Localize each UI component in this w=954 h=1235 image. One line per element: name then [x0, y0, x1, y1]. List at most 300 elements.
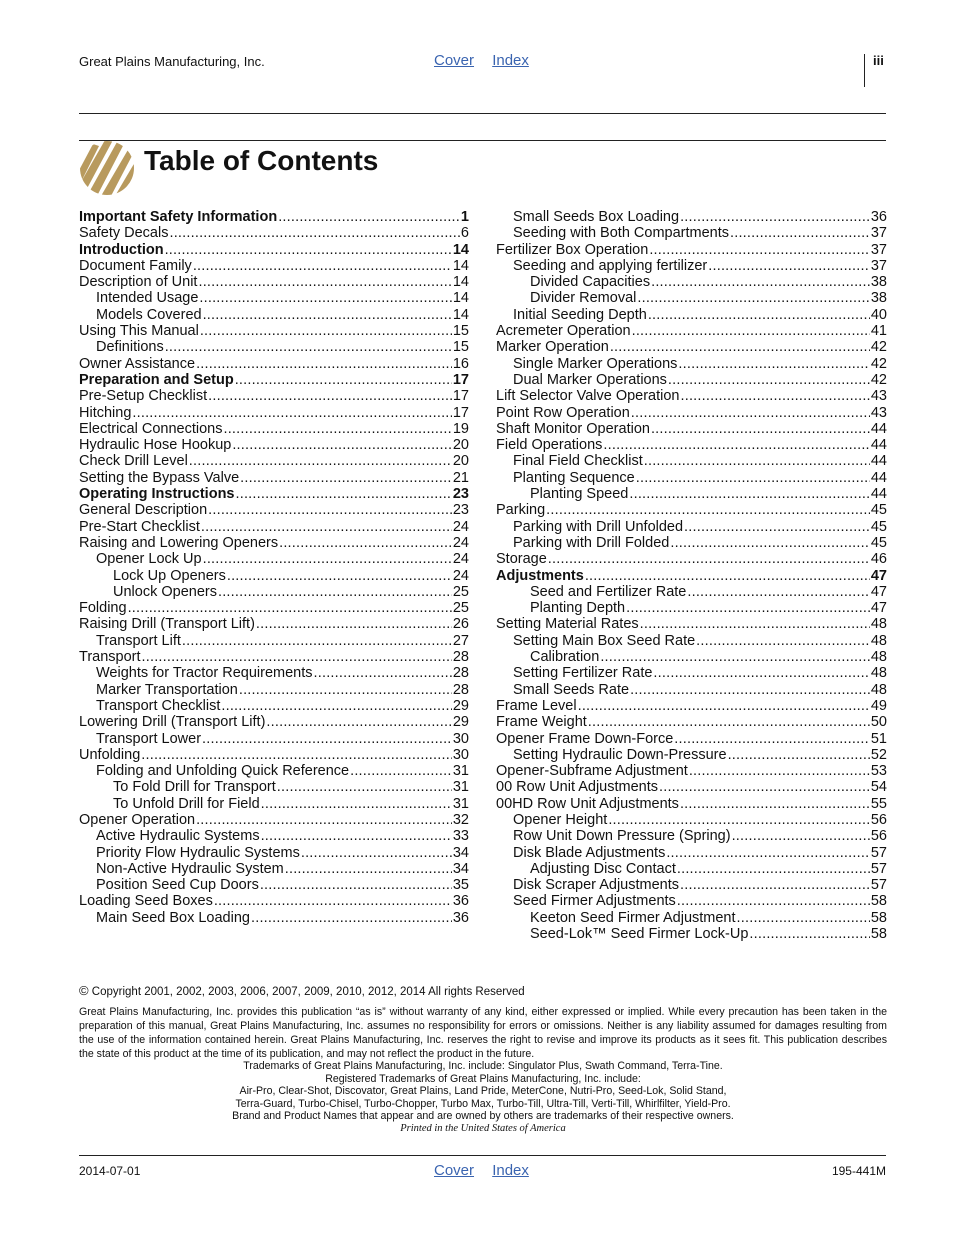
- toc-entry-title: Pre-Setup Checklist: [79, 388, 208, 405]
- header-links: [434, 52, 543, 69]
- toc-entry[interactable]: [496, 877, 887, 893]
- toc-dot-leader: [670, 535, 870, 551]
- toc-entry[interactable]: [79, 356, 469, 372]
- toc-entry-title: Opener Height: [513, 811, 608, 828]
- toc-entry-title: Setting the Bypass Valve: [79, 469, 240, 486]
- toc-dot-leader: [256, 616, 452, 632]
- toc-entry[interactable]: [496, 502, 887, 518]
- printed-in: Printed in the United States of America: [400, 1122, 566, 1134]
- toc-entry[interactable]: [79, 665, 469, 681]
- toc-entry-page: 43: [870, 388, 887, 405]
- toc-dot-leader: [651, 274, 870, 290]
- toc-entry-page: 34: [452, 860, 469, 877]
- toc-entry-page: 44: [870, 469, 887, 486]
- toc-entry-page: 23: [452, 502, 469, 519]
- toc-entry[interactable]: [79, 339, 469, 355]
- toc-entry[interactable]: [496, 665, 887, 681]
- toc-entry-page: 15: [452, 339, 469, 356]
- toc-dot-leader: [189, 453, 452, 469]
- toc-dot-leader: [637, 290, 869, 306]
- toc-entry-title: Field Operations: [496, 437, 603, 454]
- toc-entry-page: 48: [870, 616, 887, 633]
- title-rule: [79, 140, 886, 141]
- toc-dot-leader: [632, 323, 870, 339]
- toc-dot-leader: [142, 649, 452, 665]
- toc-entry-title: Raising and Lowering Openers: [79, 534, 279, 551]
- toc-left-column: [79, 209, 469, 926]
- toc-dot-leader: [689, 763, 870, 779]
- toc-entry[interactable]: [496, 861, 887, 877]
- toc-entry[interactable]: [496, 796, 887, 812]
- toc-entry-page: 28: [452, 665, 469, 682]
- toc-entry-page: 52: [870, 746, 887, 763]
- toc-entry[interactable]: [496, 779, 887, 795]
- toc-dot-leader: [603, 437, 869, 453]
- toc-dot-leader: [240, 470, 452, 486]
- toc-entry-title: Setting Main Box Seed Rate: [513, 632, 696, 649]
- toc-entry-page: 48: [870, 632, 887, 649]
- toc-entry[interactable]: [496, 519, 887, 535]
- toc-entry-title: 00HD Row Unit Adjustments: [496, 795, 679, 812]
- toc-entry-page: 45: [870, 502, 887, 519]
- toc-entry[interactable]: [496, 828, 887, 844]
- toc-entry-page: 58: [870, 926, 887, 943]
- toc-entry[interactable]: [79, 893, 469, 909]
- footer-rule: [79, 1155, 886, 1156]
- toc-entry-title: Transport Lower: [96, 730, 202, 747]
- toc-dot-leader: [630, 682, 870, 698]
- toc-dot-leader: [677, 861, 870, 877]
- toc-entry-title: Acremeter Operation: [496, 323, 631, 340]
- toc-entry-page: 14: [452, 257, 469, 274]
- toc-entry-page: 1: [460, 209, 469, 225]
- toc-entry-page: 55: [870, 795, 887, 812]
- toc-entry-title: Active Hydraulic Systems: [96, 828, 260, 845]
- toc-dot-leader: [578, 698, 870, 714]
- toc-dot-leader: [279, 535, 452, 551]
- toc-entry-page: 35: [452, 877, 469, 894]
- toc-entry[interactable]: [496, 388, 887, 404]
- toc-entry[interactable]: [79, 209, 469, 225]
- toc-dot-leader: [301, 845, 452, 861]
- toc-entry-title: Lowering Drill (Transport Lift): [79, 714, 266, 731]
- toc-dot-leader: [678, 356, 869, 372]
- toc-entry-page: 31: [452, 795, 469, 812]
- toc-entry-page: 37: [870, 257, 887, 274]
- toc-dot-leader: [626, 600, 870, 616]
- toc-dot-leader: [221, 698, 451, 714]
- toc-dot-leader: [730, 225, 870, 241]
- toc-entry[interactable]: [79, 584, 469, 600]
- toc-entry-title: Intended Usage: [96, 290, 199, 307]
- toc-dot-leader: [546, 502, 870, 518]
- toc-entry[interactable]: [496, 290, 887, 306]
- toc-dot-leader: [588, 714, 870, 730]
- toc-entry[interactable]: [496, 535, 887, 551]
- toc-entry-page: 20: [452, 437, 469, 454]
- toc-entry-page: 17: [452, 388, 469, 405]
- toc-entry-title: Seed Firmer Adjustments: [513, 893, 676, 910]
- toc-dot-leader: [708, 258, 870, 274]
- toc-dot-leader: [227, 568, 452, 584]
- toc-entry-title: Dual Marker Operations: [513, 371, 667, 388]
- toc-entry-title: To Fold Drill for Transport: [113, 779, 276, 796]
- toc-entry-page: 33: [452, 828, 469, 845]
- toc-entry-page: 43: [870, 404, 887, 421]
- toc-dot-leader: [277, 779, 452, 795]
- toc-entry[interactable]: [79, 502, 469, 518]
- toc-dot-leader: [218, 584, 452, 600]
- toc-entry-title: Description of Unit: [79, 274, 198, 291]
- toc-entry[interactable]: [496, 633, 887, 649]
- toc-entry-title: Seed-Lok™ Seed Firmer Lock-Up: [530, 926, 749, 943]
- toc-entry-title: Definitions: [96, 339, 164, 356]
- toc-entry-title: Marker Transportation: [96, 681, 238, 698]
- toc-entry[interactable]: [79, 258, 469, 274]
- toc-entry-page: 14: [452, 306, 469, 323]
- page-number: iii: [873, 53, 884, 68]
- toc-entry[interactable]: [79, 242, 469, 258]
- toc-dot-leader: [251, 910, 452, 926]
- toc-entry-page: 44: [870, 420, 887, 437]
- toc-entry-title: Unlock Openers: [113, 583, 217, 600]
- toc-entry-title: Document Family: [79, 257, 192, 274]
- toc-entry-title: Raising Drill (Transport Lift): [79, 616, 255, 633]
- toc-entry-title: Weights for Tractor Requirements: [96, 665, 313, 682]
- toc-dot-leader: [239, 682, 452, 698]
- toc-entry-title: 00 Row Unit Adjustments: [496, 779, 658, 796]
- toc-entry-title: Main Seed Box Loading: [96, 909, 250, 926]
- header-cover-link[interactable]: Cover: [434, 52, 475, 69]
- footer-index-link[interactable]: Index: [492, 1162, 529, 1179]
- toc-entry-title: Parking: [496, 502, 546, 519]
- toc-entry[interactable]: [496, 470, 887, 486]
- toc-entry-title: Setting Material Rates: [496, 616, 639, 633]
- toc-entry-page: 21: [452, 469, 469, 486]
- toc-entry-title: Lift Selector Valve Operation: [496, 388, 680, 405]
- toc-entry[interactable]: [496, 551, 887, 567]
- toc-entry-page: 14: [452, 274, 469, 291]
- toc-entry-title: Transport: [79, 649, 141, 666]
- toc-entry-page: 36: [452, 909, 469, 926]
- toc-dot-leader: [278, 209, 460, 225]
- toc-dot-leader: [687, 584, 870, 600]
- copyright: [79, 983, 525, 998]
- toc-entry-title: Folding and Unfolding Quick Reference: [96, 763, 350, 780]
- toc-dot-leader: [680, 877, 870, 893]
- toc-entry-title: Folding: [79, 600, 127, 617]
- toc-dot-leader: [201, 519, 452, 535]
- toc-dot-leader: [208, 502, 452, 518]
- toc-entry[interactable]: [496, 649, 887, 665]
- toc-entry-page: 54: [870, 779, 887, 796]
- toc-entry-title: Hitching: [79, 404, 132, 421]
- toc-entry[interactable]: [496, 372, 887, 388]
- toc-entry[interactable]: [496, 731, 887, 747]
- toc-entry[interactable]: [79, 307, 469, 323]
- page-title: Table of Contents: [144, 145, 379, 176]
- toc-dot-leader: [232, 437, 452, 453]
- toc-dot-leader: [680, 209, 870, 225]
- toc-entry[interactable]: [79, 698, 469, 714]
- copyright-symbol: ©: [79, 983, 89, 998]
- toc-entry[interactable]: [496, 747, 887, 763]
- toc-entry-page: 30: [452, 730, 469, 747]
- toc-dot-leader: [202, 731, 452, 747]
- toc-entry-page: 16: [452, 355, 469, 372]
- toc-entry[interactable]: [79, 747, 469, 763]
- toc-entry[interactable]: [496, 356, 887, 372]
- toc-entry-page: 47: [870, 583, 887, 600]
- toc-entry[interactable]: [79, 763, 469, 779]
- toc-entry-page: 6: [460, 225, 469, 242]
- toc-dot-leader: [214, 893, 452, 909]
- toc-entry[interactable]: [496, 845, 887, 861]
- toc-entry-title: Important Safety Information: [79, 209, 278, 225]
- toc-entry-title: Owner Assistance: [79, 355, 196, 372]
- toc-entry[interactable]: [496, 893, 887, 909]
- toc-entry[interactable]: [79, 470, 469, 486]
- toc-dot-leader: [196, 356, 452, 372]
- toc-dot-leader: [203, 551, 452, 567]
- toc-dot-leader: [208, 388, 452, 404]
- toc-entry[interactable]: [496, 437, 887, 453]
- toc-entry[interactable]: [79, 421, 469, 437]
- toc-entry-title: Small Seeds Box Loading: [513, 209, 680, 225]
- toc-entry[interactable]: [79, 519, 469, 535]
- great-plains-logo-icon: [79, 138, 135, 196]
- toc-entry-title: Seed and Fertilizer Rate: [530, 583, 687, 600]
- footer-date: 2014-07-01: [79, 1164, 141, 1178]
- toc-entry-page: 23: [452, 486, 469, 503]
- toc-entry[interactable]: [79, 225, 469, 241]
- toc-entry[interactable]: [79, 779, 469, 795]
- toc-dot-leader: [608, 812, 870, 828]
- toc-entry-title: Shaft Monitor Operation: [496, 420, 650, 437]
- toc-entry[interactable]: [496, 600, 887, 616]
- toc-entry-title: Adjusting Disc Contact: [530, 860, 676, 877]
- toc-entry-page: 47: [870, 600, 887, 617]
- toc-entry[interactable]: [79, 812, 469, 828]
- toc-entry-title: Opener Lock Up: [96, 551, 202, 568]
- toc-entry[interactable]: [496, 339, 887, 355]
- toc-entry[interactable]: [496, 812, 887, 828]
- footer-cover-link[interactable]: Cover: [434, 1162, 475, 1179]
- toc-entry-title: Adjustments: [496, 567, 584, 584]
- toc-entry-page: 29: [452, 714, 469, 731]
- toc-entry[interactable]: [79, 796, 469, 812]
- toc-entry-page: 26: [452, 616, 469, 633]
- toc-entry-page: 17: [452, 404, 469, 421]
- toc-dot-leader: [314, 665, 452, 681]
- toc-dot-leader: [169, 225, 459, 241]
- toc-entry[interactable]: [79, 388, 469, 404]
- toc-entry[interactable]: [79, 486, 469, 502]
- toc-dot-leader: [600, 649, 870, 665]
- toc-entry[interactable]: [79, 910, 469, 926]
- toc-entry-page: 40: [870, 306, 887, 323]
- toc-entry[interactable]: [79, 437, 469, 453]
- toc-dot-leader: [182, 633, 452, 649]
- toc-entry-title: Single Marker Operations: [513, 355, 678, 372]
- toc-dot-leader: [198, 274, 451, 290]
- toc-entry-page: 48: [870, 681, 887, 698]
- toc-entry[interactable]: [79, 568, 469, 584]
- toc-entry-title: Opener Operation: [79, 811, 196, 828]
- trademark-line: Terra-Guard, Turbo-Chisel, Turbo-Chopper, Turbo Max, Turbo-Till, Ultra-Till, Verti-Till, Whirlfilter, Yield-Pro.: [235, 1097, 731, 1110]
- toc-dot-leader: [260, 877, 452, 893]
- toc-entry-page: 57: [870, 877, 887, 894]
- toc-entry[interactable]: [79, 649, 469, 665]
- trademark-line: Registered Trademarks of Great Plains Manufacturing, Inc. include:: [325, 1072, 641, 1085]
- toc-entry-title: Calibration: [530, 649, 600, 666]
- toc-entry-page: 25: [452, 600, 469, 617]
- toc-entry-page: 17: [452, 371, 469, 388]
- toc-dot-leader: [261, 828, 452, 844]
- toc-entry[interactable]: [496, 307, 887, 323]
- toc-entry-page: 44: [870, 486, 887, 503]
- toc-entry[interactable]: [496, 421, 887, 437]
- toc-entry-title: Divided Capacities: [530, 274, 651, 291]
- toc-entry[interactable]: [496, 584, 887, 600]
- toc-entry-title: Priority Flow Hydraulic Systems: [96, 844, 300, 861]
- toc-dot-leader: [728, 747, 870, 763]
- toc-entry-title: Safety Decals: [79, 225, 169, 242]
- toc-entry[interactable]: [79, 633, 469, 649]
- toc-entry[interactable]: [79, 845, 469, 861]
- toc-dot-leader: [644, 453, 870, 469]
- toc-entry-page: 24: [452, 567, 469, 584]
- toc-entry-title: To Unfold Drill for Field: [113, 795, 260, 812]
- toc-dot-leader: [636, 470, 870, 486]
- toc-entry[interactable]: [79, 323, 469, 339]
- toc-dot-leader: [737, 910, 870, 926]
- toc-entry-title: Operating Instructions: [79, 486, 235, 503]
- toc-entry[interactable]: [496, 486, 887, 502]
- toc-dot-leader: [236, 486, 452, 502]
- toc-entry[interactable]: [79, 551, 469, 567]
- toc-dot-leader: [629, 486, 870, 502]
- toc-dot-leader: [203, 307, 452, 323]
- toc-entry-page: 48: [870, 649, 887, 666]
- toc-dot-leader: [674, 731, 870, 747]
- toc-entry[interactable]: [79, 535, 469, 551]
- toc-entry[interactable]: [496, 453, 887, 469]
- toc-entry[interactable]: [496, 274, 887, 290]
- toc-entry-page: 31: [452, 763, 469, 780]
- toc-entry-title: Preparation and Setup: [79, 371, 234, 388]
- toc-entry-page: 57: [870, 860, 887, 877]
- toc-entry[interactable]: [496, 616, 887, 632]
- toc-entry[interactable]: [496, 242, 887, 258]
- toc-entry-title: Row Unit Down Pressure (Spring): [513, 828, 731, 845]
- toc-entry[interactable]: [496, 763, 887, 779]
- toc-entry[interactable]: [496, 323, 887, 339]
- toc-entry[interactable]: [79, 274, 469, 290]
- trademarks-block: [79, 1060, 887, 1136]
- toc-entry[interactable]: [79, 877, 469, 893]
- header-index-link[interactable]: Index: [492, 52, 529, 69]
- toc-entry[interactable]: [496, 568, 887, 584]
- toc-entry-page: 30: [452, 746, 469, 763]
- toc-dot-leader: [132, 405, 451, 421]
- toc-dot-leader: [681, 388, 870, 404]
- toc-entry[interactable]: [496, 209, 887, 225]
- toc-entry-page: 14: [452, 290, 469, 307]
- toc-entry[interactable]: [79, 372, 469, 388]
- toc-entry-title: Electrical Connections: [79, 420, 223, 437]
- toc-entry-title: Check Drill Level: [79, 453, 188, 470]
- toc-dot-leader: [677, 893, 870, 909]
- toc-entry-page: 20: [452, 453, 469, 470]
- toc-entry-title: Using This Manual: [79, 323, 199, 340]
- trademark-line: Trademarks of Great Plains Manufacturing, Inc. include: Singulator Plus, Swath Command, Terra-Tine.: [243, 1060, 723, 1072]
- toc-dot-leader: [696, 633, 870, 649]
- toc-entry-page: 53: [870, 763, 887, 780]
- toc-entry-title: Opener-Subframe Adjustment: [496, 763, 688, 780]
- toc-entry[interactable]: [79, 682, 469, 698]
- toc-dot-leader: [165, 242, 452, 258]
- toc-entry[interactable]: [79, 405, 469, 421]
- toc-entry[interactable]: [496, 698, 887, 714]
- toc-entry-title: Divider Removal: [530, 290, 637, 307]
- toc-entry-title: Setting Hydraulic Down-Pressure: [513, 746, 727, 763]
- toc-entry[interactable]: [79, 714, 469, 730]
- toc-entry[interactable]: [79, 616, 469, 632]
- toc-entry-page: 28: [452, 681, 469, 698]
- header-company: Great Plains Manufacturing, Inc.: [79, 54, 265, 69]
- toc-entry[interactable]: [496, 405, 887, 421]
- toc-entry[interactable]: [79, 290, 469, 306]
- toc-entry-title: Small Seeds Rate: [513, 681, 630, 698]
- toc-entry[interactable]: [496, 910, 887, 926]
- toc-entry-title: Non-Active Hydraulic System: [96, 860, 284, 877]
- toc-dot-leader: [235, 372, 452, 388]
- toc-entry-title: Parking with Drill Folded: [513, 534, 670, 551]
- toc-entry[interactable]: [496, 225, 887, 241]
- toc-dot-leader: [651, 421, 870, 437]
- toc-entry[interactable]: [496, 682, 887, 698]
- toc-entry-title: Loading Seed Boxes: [79, 893, 213, 910]
- toc-entry-page: 15: [452, 323, 469, 340]
- toc-entry[interactable]: [496, 258, 887, 274]
- toc-entry[interactable]: [79, 731, 469, 747]
- toc-entry[interactable]: [496, 714, 887, 730]
- toc-entry[interactable]: [496, 926, 887, 942]
- toc-entry-title: Seeding with Both Compartments: [513, 225, 729, 242]
- toc-dot-leader: [640, 616, 870, 632]
- toc-entry-page: 24: [452, 518, 469, 535]
- toc-entry-title: Point Row Operation: [496, 404, 630, 421]
- toc-entry-page: 32: [452, 811, 469, 828]
- toc-entry[interactable]: [79, 453, 469, 469]
- toc-entry-page: 47: [870, 567, 887, 584]
- toc-entry-title: General Description: [79, 502, 208, 519]
- toc-dot-leader: [266, 714, 451, 730]
- toc-entry-page: 24: [452, 534, 469, 551]
- toc-entry-page: 41: [870, 323, 887, 340]
- toc-entry[interactable]: [79, 600, 469, 616]
- toc-entry-page: 45: [870, 534, 887, 551]
- toc-entry-page: 48: [870, 665, 887, 682]
- toc-entry[interactable]: [79, 828, 469, 844]
- toc-entry-title: Storage: [496, 551, 547, 568]
- toc-entry-page: 14: [452, 241, 469, 258]
- toc-entry[interactable]: [79, 861, 469, 877]
- toc-dot-leader: [684, 519, 870, 535]
- toc-entry-page: 27: [452, 632, 469, 649]
- toc-entry-title: Lock Up Openers: [113, 567, 226, 584]
